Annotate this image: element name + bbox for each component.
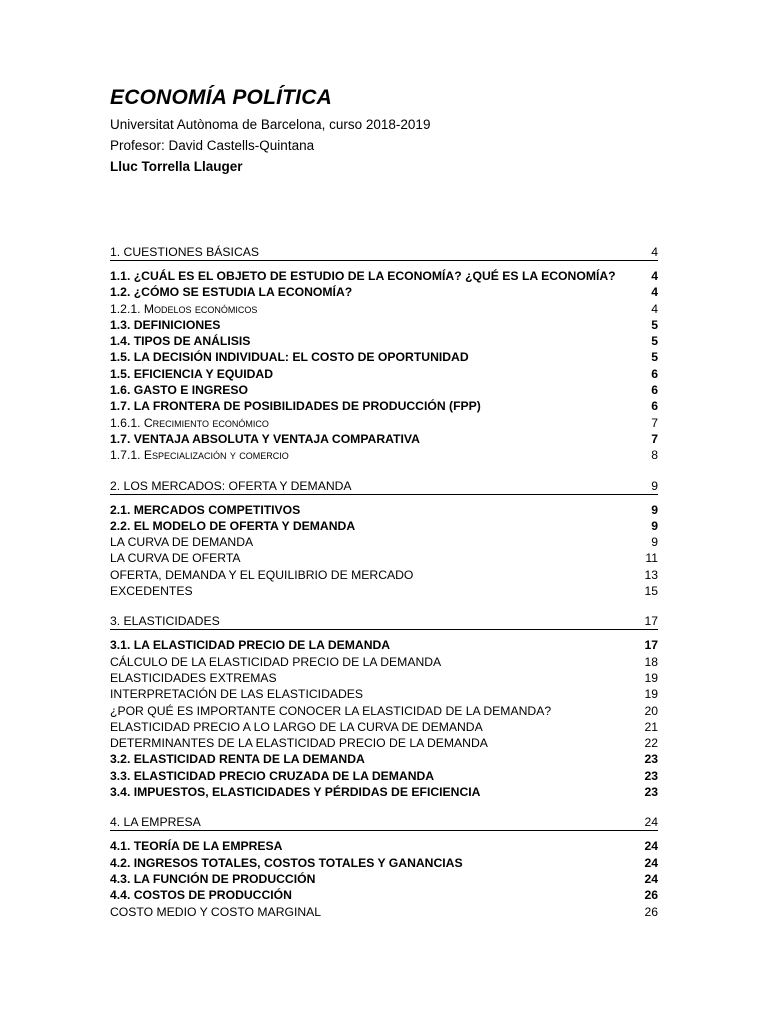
toc-page-number: 23: [644, 768, 658, 783]
toc-entry[interactable]: [110, 670, 658, 686]
toc-page-number: 4: [651, 269, 658, 283]
toc-entry[interactable]: [110, 534, 658, 550]
toc-entry[interactable]: [110, 284, 658, 300]
toc-page-number: 9: [651, 478, 658, 493]
toc-entry-text: ¿POR QUÉ ES IMPORTANTE CONOCER LA ELASTICIDAD DE LA DEMANDA?: [110, 703, 552, 718]
toc-chapter[interactable]: [110, 479, 658, 495]
toc-entry-text: 1.2. ¿CÓMO SE ESTUDIA LA ECONOMÍA?: [110, 285, 353, 300]
toc-page-number: 23: [644, 752, 658, 767]
toc-entry-text: OFERTA, DEMANDA Y EL EQUILIBRIO DE MERCADO: [110, 567, 414, 582]
toc-entry[interactable]: [110, 415, 658, 431]
toc-entry[interactable]: [110, 838, 658, 854]
toc-page-number: 5: [651, 350, 658, 365]
toc-entry[interactable]: [110, 398, 658, 414]
toc-page-number: 4: [651, 245, 658, 259]
toc-entry[interactable]: [110, 567, 658, 583]
toc-entry[interactable]: [110, 301, 658, 317]
toc-entry[interactable]: [110, 317, 658, 333]
toc-page-number: 9: [651, 535, 658, 550]
toc-entry[interactable]: [110, 268, 658, 284]
toc-page-number: 20: [644, 703, 658, 718]
toc-entry[interactable]: [110, 637, 658, 653]
toc-entry-text: 1.3. DEFINICIONES: [110, 317, 221, 332]
toc-page-number: 24: [644, 839, 658, 854]
toc-page-number: 15: [644, 584, 658, 599]
toc-page-number: 6: [651, 383, 658, 398]
toc-entry[interactable]: [110, 768, 658, 784]
toc-page-number: 19: [644, 687, 658, 702]
toc-entry-text: 4.1. TEORÍA DE LA EMPRESA: [110, 839, 283, 854]
toc-page-number: 24: [644, 871, 658, 886]
toc-page-number: 18: [644, 654, 658, 669]
toc-entry-text: 4. LA EMPRESA: [110, 815, 201, 830]
toc-entry[interactable]: [110, 447, 658, 463]
toc-entry-text: 4.3. LA FUNCIÓN DE PRODUCCIÓN: [110, 871, 316, 886]
toc-entry-text: 2. LOS MERCADOS: OFERTA Y DEMANDA: [110, 478, 352, 493]
toc-page-number: 4: [651, 301, 658, 316]
toc-page-number: 22: [644, 736, 658, 751]
toc-entry[interactable]: [110, 735, 658, 751]
toc-entry-text: DETERMINANTES DE LA ELASTICIDAD PRECIO DE LA DEMANDA: [110, 736, 488, 751]
toc-entry[interactable]: [110, 904, 658, 920]
toc-entry[interactable]: [110, 719, 658, 735]
toc-page-number: 5: [651, 317, 658, 332]
toc-entry-text: 1.2.1. Modelos económicos: [110, 301, 258, 316]
toc-entry-text: 4.2. INGRESOS TOTALES, COSTOS TOTALES Y GANANCIAS: [110, 855, 463, 870]
toc-entry[interactable]: [110, 431, 658, 447]
toc-page-number: 13: [644, 567, 658, 582]
toc-entry-text: 2.1. MERCADOS COMPETITIVOS: [110, 502, 301, 517]
toc-entry-text: COSTO MEDIO Y COSTO MARGINAL: [110, 904, 322, 919]
toc-entry-text: 1.6.1. Crecimiento económico: [110, 415, 269, 430]
document-title: ECONOMÍA POLÍTICA: [110, 86, 332, 109]
toc-page-number: 6: [651, 366, 658, 381]
toc-entry[interactable]: [110, 784, 658, 800]
toc-page-number: 17: [644, 614, 658, 629]
toc-entry-text: 1.4. TIPOS DE ANÁLISIS: [110, 334, 251, 349]
toc-entry[interactable]: [110, 502, 658, 518]
toc-entry-text: CÁLCULO DE LA ELASTICIDAD PRECIO DE LA DEMANDA: [110, 654, 442, 669]
toc-entry-text: 1.7.1. Especialización y comercio: [110, 448, 289, 463]
toc-entry-text: 1.7. VENTAJA ABSOLUTA Y VENTAJA COMPARATIVA: [110, 431, 420, 446]
toc-entry-text: INTERPRETACIÓN DE LAS ELASTICIDADES: [110, 687, 364, 702]
toc-entry[interactable]: [110, 349, 658, 365]
toc-entry-text: 1.5. EFICIENCIA Y EQUIDAD: [110, 366, 273, 381]
toc-page-number: 11: [645, 551, 658, 566]
toc-page-number: 6: [651, 399, 658, 414]
toc-entry-text: 3.4. IMPUESTOS, ELASTICIDADES Y PÉRDIDAS DE EFICIENCIA: [110, 785, 481, 800]
toc-page-number: 8: [651, 448, 658, 463]
toc-entry[interactable]: [110, 703, 658, 719]
toc-chapter[interactable]: [110, 614, 658, 630]
university-line: Universitat Autònoma de Barcelona, curso 2018-2019: [110, 117, 431, 132]
professor-line: Profesor: David Castells-Quintana: [110, 138, 315, 153]
toc-entry-text: 3.2. ELASTICIDAD RENTA DE LA DEMANDA: [110, 752, 365, 767]
toc-entry[interactable]: [110, 887, 658, 903]
toc-page-number: 5: [651, 334, 658, 349]
toc-entry[interactable]: [110, 550, 658, 566]
toc-page-number: 24: [644, 855, 658, 870]
toc-entry[interactable]: [110, 686, 658, 702]
toc-page-number: 9: [651, 518, 658, 533]
toc-entry[interactable]: [110, 518, 658, 534]
toc-entry[interactable]: [110, 855, 658, 871]
toc-entry-text: 2.2. EL MODELO DE OFERTA Y DEMANDA: [110, 518, 356, 533]
toc-entry-text: ELASTICIDAD PRECIO A LO LARGO DE LA CURVA DE DEMANDA: [110, 719, 483, 734]
toc-page-number: 21: [644, 719, 658, 734]
toc-entry-text: 1.1. ¿CUÁL ES EL OBJETO DE ESTUDIO DE LA ECONOMÍA? ¿QUÉ ES LA ECONOMÍA?: [110, 269, 616, 283]
toc-page-number: 19: [644, 670, 658, 685]
toc-entry-text: 1. CUESTIONES BÁSICAS: [110, 245, 259, 259]
toc-entry-text: 3. ELASTICIDADES: [110, 614, 220, 629]
toc-entry[interactable]: [110, 333, 658, 349]
toc-entry-text: 1.7. LA FRONTERA DE POSIBILIDADES DE PRODUCCIÓN (FPP): [110, 399, 481, 414]
toc-page-number: 26: [644, 888, 658, 903]
toc-page-number: 4: [651, 285, 658, 300]
toc-entry[interactable]: [110, 382, 658, 398]
toc-entry[interactable]: [110, 583, 658, 599]
toc-entry[interactable]: [110, 366, 658, 382]
toc-page-number: 17: [644, 638, 658, 653]
table-of-contents: [110, 245, 658, 920]
toc-page-number: 9: [651, 502, 658, 517]
toc-entry-text: 3.1. LA ELASTICIDAD PRECIO DE LA DEMANDA: [110, 638, 391, 653]
toc-entry[interactable]: [110, 751, 658, 767]
toc-entry-text: ELASTICIDADES EXTREMAS: [110, 670, 277, 685]
toc-chapter[interactable]: [110, 245, 658, 261]
toc-entry-text: 3.3. ELASTICIDAD PRECIO CRUZADA DE LA DEMANDA: [110, 768, 435, 783]
toc-page-number: 7: [651, 431, 658, 446]
toc-entry-text: 4.4. COSTOS DE PRODUCCIÓN: [110, 888, 292, 903]
toc-entry-text: LA CURVA DE OFERTA: [110, 551, 241, 566]
toc-entry-text: EXCEDENTES: [110, 584, 193, 599]
toc-entry-text: LA CURVA DE DEMANDA: [110, 535, 254, 550]
toc-page-number: 24: [644, 815, 658, 830]
toc-entry[interactable]: [110, 871, 658, 887]
toc-chapter[interactable]: [110, 815, 658, 831]
toc-entry-text: 1.5. LA DECISIÓN INDIVIDUAL: EL COSTO DE OPORTUNIDAD: [110, 350, 469, 365]
toc-page-number: 7: [651, 415, 658, 430]
author-line: Lluc Torrella Llauger: [110, 159, 243, 174]
toc-entry[interactable]: [110, 654, 658, 670]
toc-entry-text: 1.6. GASTO E INGRESO: [110, 383, 248, 398]
toc-page-number: 23: [644, 785, 658, 800]
toc-page-number: 26: [644, 904, 658, 919]
